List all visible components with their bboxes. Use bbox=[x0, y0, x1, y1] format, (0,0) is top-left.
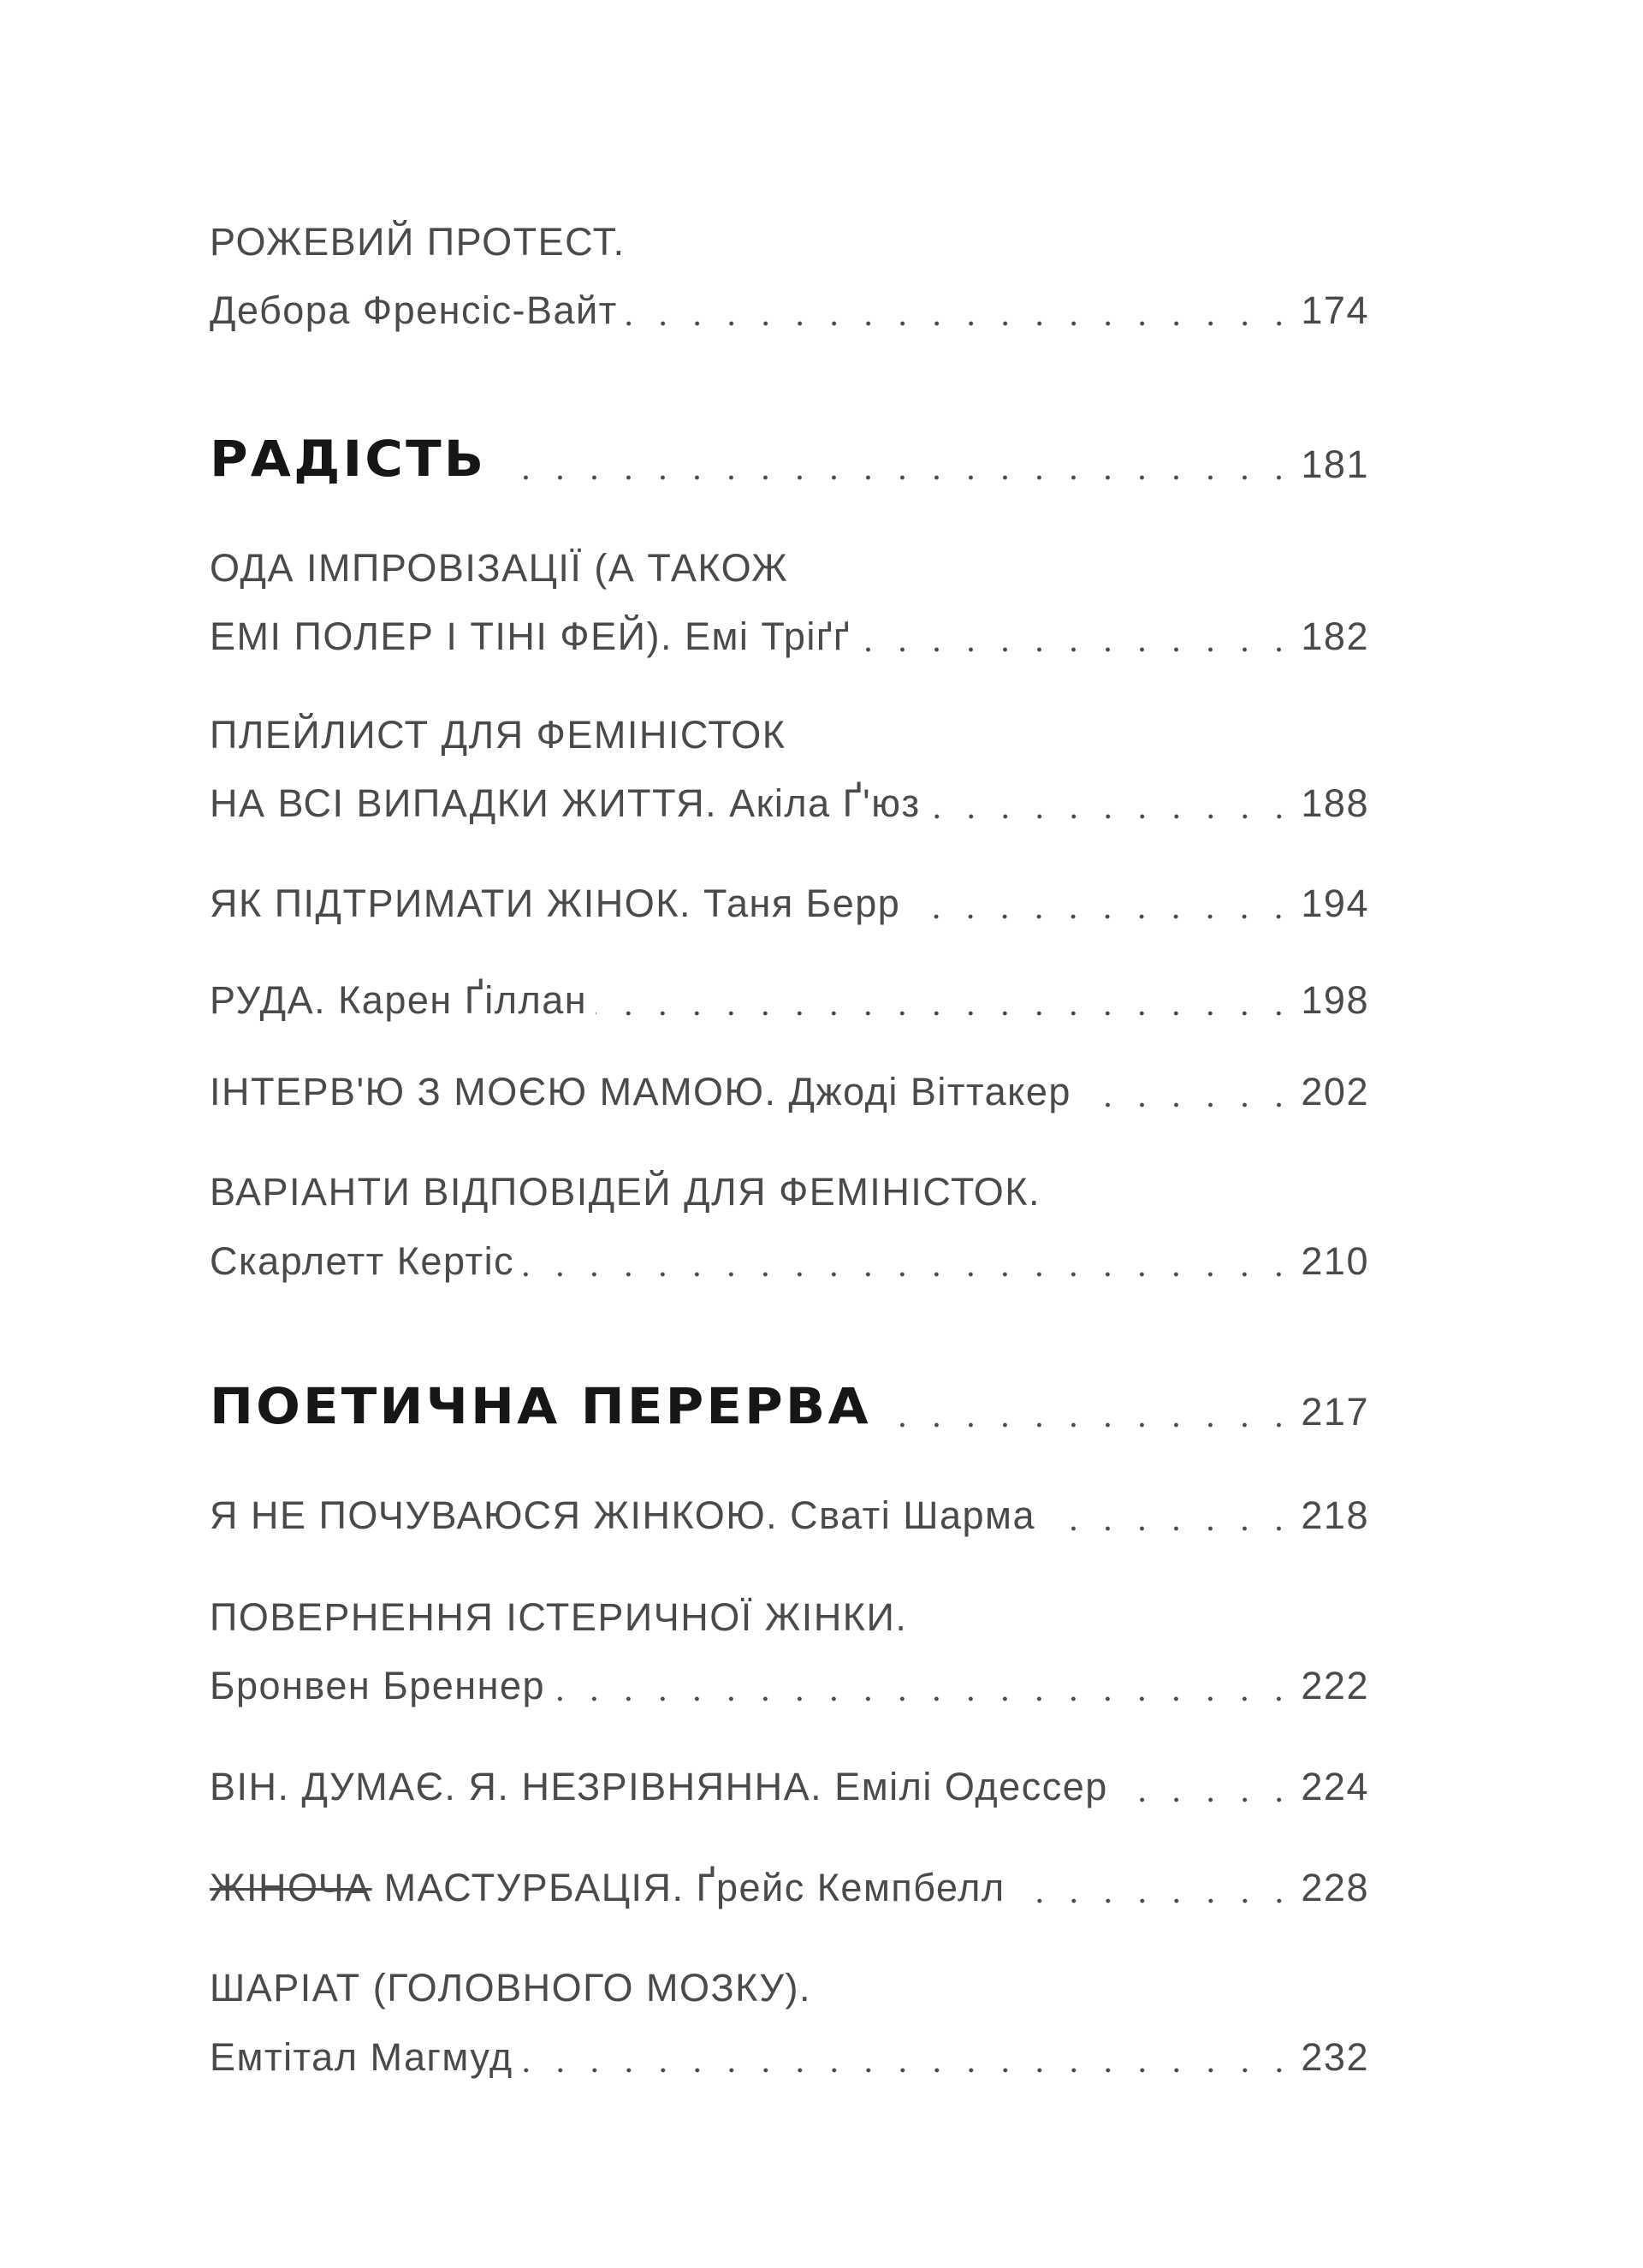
page-number: 224 bbox=[1301, 1765, 1369, 1808]
dot-leader bbox=[1044, 1524, 1296, 1533]
page-number: 210 bbox=[1301, 1239, 1369, 1283]
toc-entry[interactable] bbox=[210, 1060, 1369, 1111]
toc-entry[interactable] bbox=[210, 1754, 1369, 1806]
page-number: 202 bbox=[1301, 1070, 1369, 1113]
toc-entry[interactable] bbox=[210, 1229, 1369, 1283]
toc-entry[interactable] bbox=[210, 968, 1369, 1022]
toc-section-heading[interactable] bbox=[210, 1377, 1369, 1435]
toc-entry[interactable] bbox=[210, 1483, 1369, 1535]
toc-entry[interactable] bbox=[210, 2025, 1369, 2079]
page-number: 188 bbox=[1301, 781, 1369, 825]
page-number: 198 bbox=[1301, 978, 1369, 1022]
dot-leader bbox=[1080, 1101, 1296, 1109]
section-title: РАДІСТЬ bbox=[210, 430, 487, 488]
entry-text: РУДА. Карен Ґіллан bbox=[210, 978, 588, 1022]
dot-leader bbox=[909, 912, 1296, 921]
dot-leader bbox=[626, 319, 1296, 328]
dot-leader bbox=[522, 2066, 1296, 2075]
toc-entry[interactable] bbox=[210, 771, 1369, 825]
toc-entry-title bbox=[210, 703, 1369, 757]
entry-title: ШАРІАТ (ГОЛОВНОГО МОЗКУ). bbox=[210, 1966, 811, 2010]
entry-text: ЕМІ ПОЛЕР І ТІНІ ФЕЙ). Емі Тріґґ bbox=[210, 614, 851, 658]
toc-entry-title bbox=[210, 1160, 1369, 1214]
entry-title: ПЛЕЙЛИСТ ДЛЯ ФЕМІНІСТОК bbox=[210, 713, 786, 757]
page-number: 218 bbox=[1301, 1493, 1369, 1537]
dot-leader bbox=[596, 1009, 1296, 1018]
entry-author: Дебора Френсіс-Вайт bbox=[210, 288, 618, 332]
page-number: 194 bbox=[1301, 882, 1369, 925]
section-title: ПОЕТИЧНА ПЕРЕРВА bbox=[210, 1377, 871, 1435]
page-number: 182 bbox=[1301, 614, 1369, 658]
toc-entry[interactable] bbox=[210, 278, 1369, 330]
page-number: 228 bbox=[1301, 1866, 1369, 1909]
dot-leader bbox=[507, 473, 1296, 482]
toc-entry-title bbox=[210, 1585, 1369, 1639]
dot-leader bbox=[874, 1421, 1296, 1429]
toc-entry-title bbox=[210, 536, 1369, 590]
entry-text bbox=[210, 1868, 1005, 1907]
dot-leader bbox=[859, 645, 1296, 654]
entry-text-rest: МАСТУРБАЦІЯ. Ґрейс Кемпбелл bbox=[371, 1866, 1005, 1909]
entry-author: Емтітал Магмуд bbox=[210, 2035, 513, 2079]
toc-entry-title bbox=[210, 210, 1369, 264]
toc-entry[interactable] bbox=[210, 604, 1369, 656]
page-number: 217 bbox=[1301, 1390, 1369, 1434]
entry-author: Бронвен Бреннер bbox=[210, 1664, 546, 1707]
toc-entry-title bbox=[210, 1956, 1369, 2010]
entry-title: ОДА ІМПРОВІЗАЦІЇ (А ТАКОЖ bbox=[210, 546, 789, 590]
entry-author: Скарлетт Кертіс bbox=[210, 1239, 515, 1283]
entry-title: РОЖЕВИЙ ПРОТЕСТ. bbox=[210, 220, 626, 264]
dot-leader bbox=[554, 1695, 1296, 1703]
dot-leader bbox=[1014, 1897, 1296, 1905]
entry-title: ПОВЕРНЕННЯ ІСТЕРИЧНОЇ ЖІНКИ. bbox=[210, 1595, 908, 1639]
dot-leader bbox=[1117, 1796, 1296, 1804]
toc-section-heading[interactable] bbox=[210, 430, 1369, 488]
page-number: 174 bbox=[1301, 288, 1369, 332]
toc-entry[interactable] bbox=[210, 871, 1369, 923]
entry-text: ВІН. ДУМАЄ. Я. НЕЗРІВНЯННА. Емілі Одессер bbox=[210, 1765, 1108, 1808]
entry-text: ЯК ПІДТРИМАТИ ЖІНОК. Таня Берр bbox=[210, 882, 901, 925]
toc-entry[interactable] bbox=[210, 1855, 1369, 1907]
entry-text: НА ВСІ ВИПАДКИ ЖИТТЯ. Акіла Ґ'юз bbox=[210, 781, 921, 825]
dot-leader bbox=[929, 812, 1296, 821]
entry-text: Я НЕ ПОЧУВАЮСЯ ЖІНКОЮ. Сваті Шарма bbox=[210, 1493, 1035, 1537]
page-number: 181 bbox=[1301, 442, 1369, 486]
page-number: 222 bbox=[1301, 1664, 1369, 1707]
dot-leader bbox=[523, 1270, 1296, 1279]
entry-text: ІНТЕРВ'Ю З МОЄЮ МАМОЮ. Джоді Віттакер bbox=[210, 1070, 1071, 1113]
page-number: 232 bbox=[1301, 2035, 1369, 2079]
struck-word: ЖІНОЧА bbox=[210, 1866, 372, 1909]
entry-title: ВАРІАНТИ ВІДПОВІДЕЙ ДЛЯ ФЕМІНІСТОК. bbox=[210, 1170, 1041, 1214]
toc-entry[interactable] bbox=[210, 1654, 1369, 1705]
